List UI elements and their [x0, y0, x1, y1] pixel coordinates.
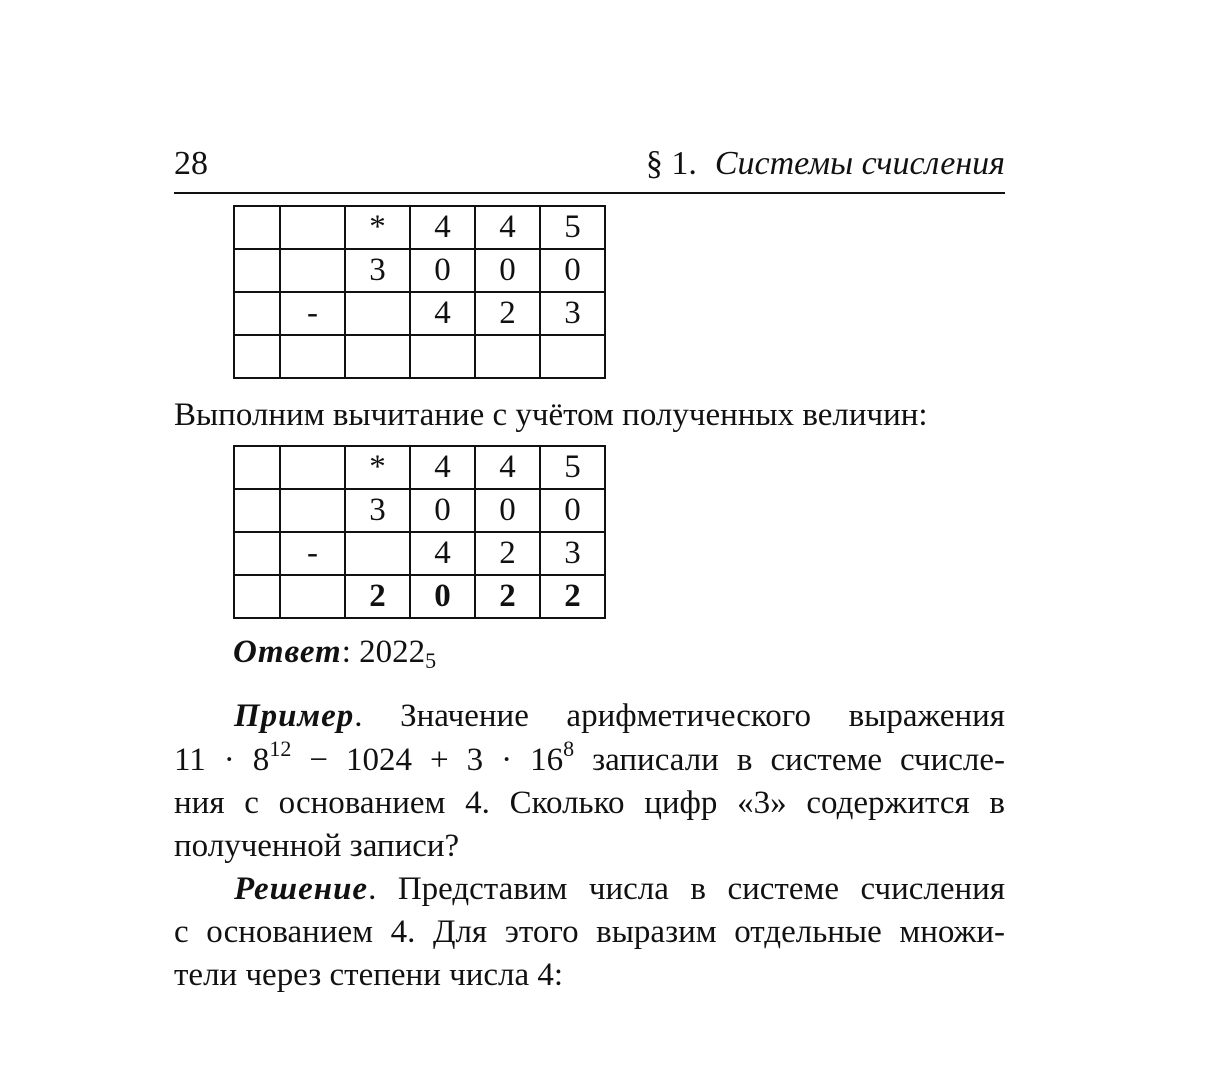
section-sign: § 1.	[645, 145, 697, 182]
table-cell	[280, 206, 345, 249]
table-cell	[234, 446, 280, 489]
table-cell	[234, 249, 280, 292]
math-expression	[174, 736, 575, 778]
table-cell	[280, 575, 345, 618]
answer-label: Ответ	[233, 634, 342, 670]
intro-text: Выполним вычитание с учётом полученных величин:	[174, 397, 928, 433]
table-cell	[234, 206, 280, 249]
expr-exponent-b: 8	[563, 736, 575, 761]
table-cell	[345, 292, 410, 335]
expr-exponent-a: 12	[269, 736, 292, 761]
answer-colon: :	[341, 634, 351, 670]
table-cell: -	[280, 532, 345, 575]
answer-line	[233, 632, 436, 672]
expr-part-a: 11 · 8	[174, 742, 270, 778]
chapter-title: Системы счисления	[714, 145, 1005, 182]
table-cell: 0	[540, 249, 605, 292]
table-row-result	[234, 575, 605, 618]
table-cell	[234, 489, 280, 532]
table-cell: *	[345, 206, 410, 249]
example-line-2	[174, 736, 1006, 780]
solution-label: Решение	[234, 871, 369, 907]
table-cell	[345, 532, 410, 575]
subtraction-table-initial	[233, 205, 606, 379]
table-cell: 5	[540, 446, 605, 489]
table-cell: 2	[475, 292, 540, 335]
table-cell: 3	[345, 489, 410, 532]
table-cell	[540, 335, 605, 378]
table-cell: 0	[475, 249, 540, 292]
table-cell: 2	[345, 575, 410, 618]
subtraction-table-result	[233, 445, 606, 619]
table-cell: 5	[540, 206, 605, 249]
table-row	[234, 489, 605, 532]
example-line-4: полученной записи?	[174, 828, 460, 864]
table-cell: 4	[410, 446, 475, 489]
table-cell: 2	[540, 575, 605, 618]
table-row	[234, 335, 605, 378]
running-header	[646, 144, 1005, 184]
example-line-2-text: записали в системе счисле-	[574, 742, 1006, 778]
table-cell	[234, 575, 280, 618]
table-cell: 3	[345, 249, 410, 292]
example-line-1	[174, 696, 1005, 736]
table-cell: 2	[475, 532, 540, 575]
table-cell: *	[345, 446, 410, 489]
table-cell: 0	[540, 489, 605, 532]
table-cell	[475, 335, 540, 378]
table-cell: 4	[410, 206, 475, 249]
table-row	[234, 249, 605, 292]
table-cell: 0	[410, 575, 475, 618]
example-label: Пример	[234, 698, 355, 734]
table-cell: 0	[410, 489, 475, 532]
table-cell	[280, 446, 345, 489]
solution-line-3: тели через степени числа 4:	[174, 957, 564, 993]
table-row	[234, 532, 605, 575]
table-cell: 2	[475, 575, 540, 618]
example-line-3: ния с основанием 4. Сколько цифр «3» содержится в	[174, 785, 1005, 821]
table-cell	[280, 335, 345, 378]
expr-part-b: − 1024 + 3 · 16	[291, 742, 564, 778]
solution-line-1-text: . Представим числа в системе счисления	[368, 871, 1005, 907]
table-cell: 0	[410, 249, 475, 292]
table-row	[234, 292, 605, 335]
header-rule	[174, 192, 1005, 194]
answer-base: 5	[425, 648, 437, 673]
table-cell	[280, 489, 345, 532]
table-cell	[280, 249, 345, 292]
table-cell: -	[280, 292, 345, 335]
table-cell	[345, 335, 410, 378]
table-cell: 4	[475, 446, 540, 489]
table-cell	[410, 335, 475, 378]
table-cell: 4	[410, 532, 475, 575]
table-cell: 3	[540, 292, 605, 335]
page-number: 28	[174, 145, 208, 182]
answer-value: 2022	[359, 634, 426, 670]
table-row	[234, 446, 605, 489]
table-row	[234, 206, 605, 249]
table-cell: 4	[410, 292, 475, 335]
table-cell	[234, 292, 280, 335]
example-line-1-text: . Значение арифметического выражения	[354, 698, 1005, 734]
table-cell	[234, 335, 280, 378]
solution-line-2: с основанием 4. Для этого выразим отдельные множи-	[174, 914, 1005, 950]
table-cell: 4	[475, 206, 540, 249]
table-cell: 0	[475, 489, 540, 532]
table-cell	[234, 532, 280, 575]
table-cell: 3	[540, 532, 605, 575]
solution-line-1	[174, 869, 1005, 909]
